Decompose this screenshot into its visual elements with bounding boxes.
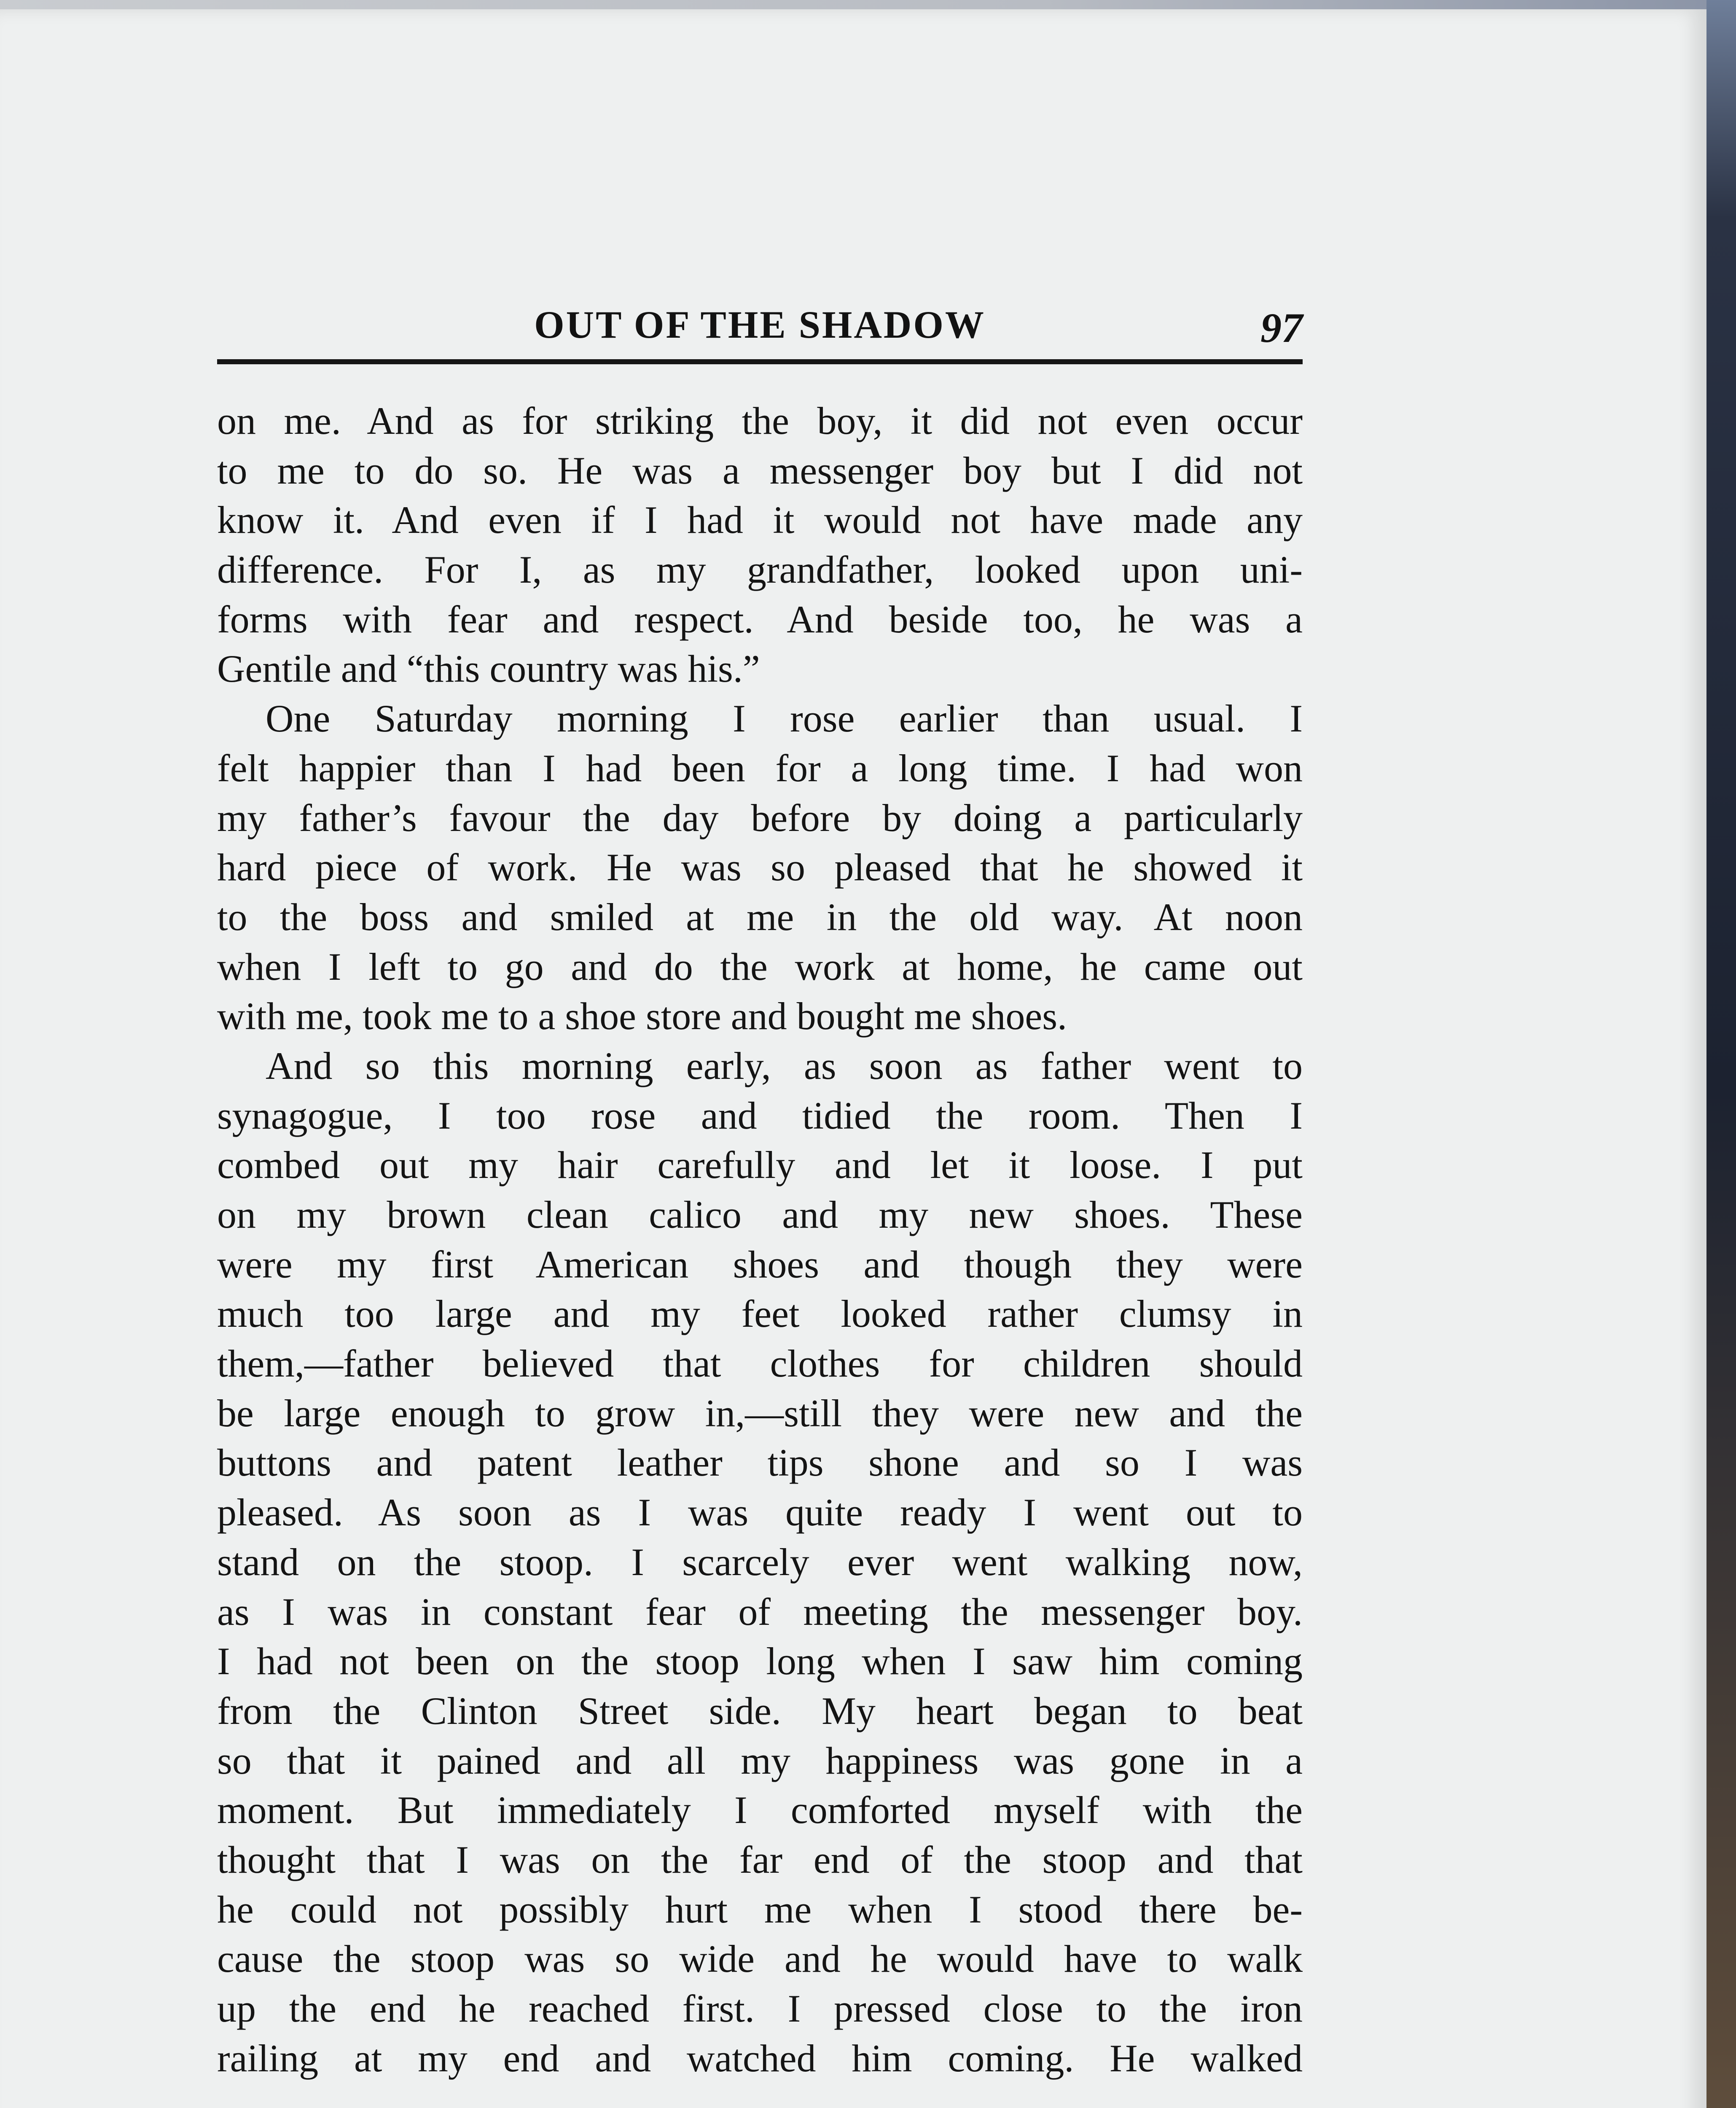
- text-line: he could not possibly hurt me when I stood there be-: [217, 1888, 1303, 1931]
- text-line: them,—father believed that clothes for children should: [217, 1342, 1303, 1385]
- text-line: I had not been on the stoop long when I saw him coming: [217, 1640, 1303, 1683]
- text-line: when I left to go and do the work at home, he came out: [217, 945, 1303, 988]
- text-line: pleased. As soon as I was quite ready I went out to: [217, 1491, 1303, 1534]
- text-line: synagogue, I too rose and tidied the room. Then I: [217, 1094, 1303, 1137]
- text-line: One Saturday morning I rose earlier than usual. I: [266, 697, 1303, 740]
- text-line: much too large and my feet looked rather clumsy in: [217, 1292, 1303, 1336]
- text-line: forms with fear and respect. And beside too, he was a: [217, 597, 1303, 641]
- text-line: be large enough to grow in,—still they were new and the: [217, 1391, 1303, 1435]
- body-text: [217, 396, 1303, 2083]
- text-line: cause the stoop was so wide and he would have to walk: [217, 1937, 1303, 1981]
- text-line: with me, took me to a shoe store and bought me shoes.: [217, 995, 1067, 1038]
- text-line: combed out my hair carefully and let it loose. I put: [217, 1143, 1303, 1187]
- text-line: felt happier than I had been for a long time. I had won: [217, 746, 1303, 790]
- text-line: thought that I was on the far end of the stoop and that: [217, 1838, 1303, 1881]
- text-line: moment. But immediately I comforted myself with the: [217, 1788, 1303, 1832]
- text-line: to me to do so. He was a messenger boy but I did not: [217, 449, 1303, 492]
- backdrop-top: [0, 0, 1736, 9]
- text-line: so that it pained and all my happiness was gone in a: [217, 1739, 1303, 1782]
- backdrop-right: [1706, 0, 1736, 2108]
- text-line: on my brown clean calico and my new shoes. These: [217, 1193, 1303, 1236]
- text-line: Gentile and “this country was his.”: [217, 647, 760, 691]
- text-line: from the Clinton Street side. My heart began to beat: [217, 1689, 1303, 1732]
- text-line: stand on the stoop. I scarcely ever went walking now,: [217, 1540, 1303, 1584]
- text-line: hard piece of work. He was so pleased that he showed it: [217, 846, 1303, 889]
- text-line: as I was in constant fear of meeting the messenger boy.: [217, 1590, 1303, 1633]
- text-line: up the end he reached first. I pressed close to the iron: [217, 1987, 1303, 2030]
- page-header: [217, 301, 1303, 352]
- header-rule: [217, 359, 1303, 364]
- text-line: to the boss and smiled at me in the old way. At noon: [217, 895, 1303, 938]
- text-line: on me. And as for striking the boy, it did not even occur: [217, 399, 1303, 442]
- text-line: buttons and patent leather tips shone and so I was: [217, 1441, 1303, 1484]
- text-line: And so this morning early, as soon as father went to: [266, 1044, 1303, 1087]
- page-number: 97: [1260, 304, 1303, 351]
- text-line: my father’s favour the day before by doing a particularly: [217, 796, 1303, 839]
- text-line: know it. And even if I had it would not have made any: [217, 498, 1303, 542]
- text-line: difference. For I, as my grandfather, looked upon uni-: [217, 548, 1303, 592]
- text-line: were my first American shoes and though they were: [217, 1242, 1303, 1286]
- text-line: railing at my end and watched him coming. He walked: [217, 2036, 1303, 2080]
- running-head: OUT OF THE SHADOW: [534, 303, 986, 346]
